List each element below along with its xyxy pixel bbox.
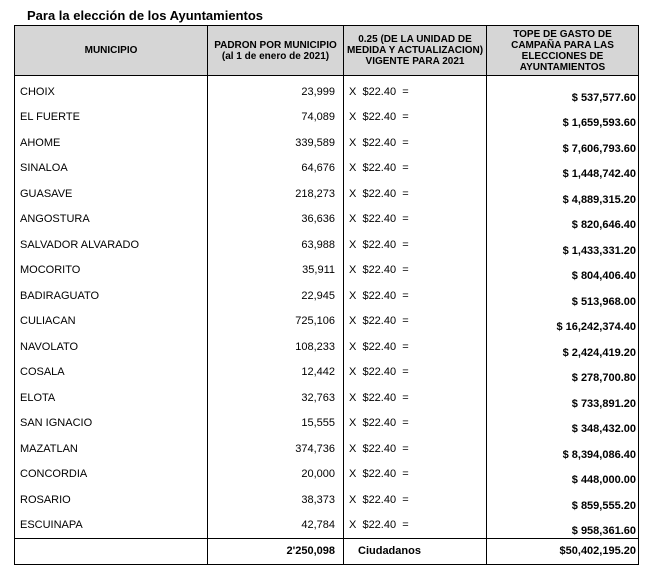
multiplier-cell: X $22.40 = — [344, 283, 487, 309]
table-row — [15, 385, 639, 411]
multiplier-cell: X $22.40 = — [344, 487, 487, 513]
padron-cell: 74,089 — [208, 105, 344, 131]
table-row — [15, 181, 639, 207]
table-row — [15, 105, 639, 131]
total-row — [15, 539, 639, 565]
padron-cell: 32,763 — [208, 385, 344, 411]
table-row — [15, 436, 639, 462]
table-row — [15, 411, 639, 437]
tope-cell: $ 2,424,419.20 — [487, 334, 639, 360]
table-row — [15, 360, 639, 386]
tope-cell: $ 733,891.20 — [487, 385, 639, 411]
tope-cell: $ 1,433,331.20 — [487, 232, 639, 258]
total-tope: $50,402,195.20 — [487, 539, 639, 565]
municipio-cell: SINALOA — [15, 156, 208, 182]
header-padron: PADRON POR MUNICIPIO (al 1 de enero de 2021) — [208, 26, 344, 76]
table-row — [15, 283, 639, 309]
municipio-cell: NAVOLATO — [15, 334, 208, 360]
tope-cell: $ 4,889,315.20 — [487, 181, 639, 207]
header-tope: TOPE DE GASTO DE CAMPAÑA PARA LAS ELECCIONES DE AYUNTAMIENTOS — [487, 26, 639, 76]
municipio-cell: GUASAVE — [15, 181, 208, 207]
multiplier-cell: X $22.40 = — [344, 385, 487, 411]
tope-cell: $ 859,555.20 — [487, 487, 639, 513]
multiplier-cell: X $22.40 = — [344, 232, 487, 258]
padron-cell: 42,784 — [208, 513, 344, 539]
total-empty-cell — [15, 539, 208, 565]
tope-cell: $ 804,406.40 — [487, 258, 639, 284]
total-padron: 2'250,098 — [208, 539, 344, 565]
padron-cell: 20,000 — [208, 462, 344, 488]
tope-cell: $ 1,659,593.60 — [487, 105, 639, 131]
padron-cell: 64,676 — [208, 156, 344, 182]
tope-cell: $ 448,000.00 — [487, 462, 639, 488]
municipio-cell: EL FUERTE — [15, 105, 208, 131]
multiplier-cell: X $22.40 = — [344, 105, 487, 131]
header-unidad: 0.25 (DE LA UNIDAD DE MEDIDA Y ACTUALIZACION) VIGENTE PARA 2021 — [344, 26, 487, 76]
tope-cell: $ 513,968.00 — [487, 283, 639, 309]
tope-cell: $ 7,606,793.60 — [487, 130, 639, 156]
municipio-cell: COSALA — [15, 360, 208, 386]
campaign-spending-table — [14, 25, 639, 565]
padron-cell: 36,636 — [208, 207, 344, 233]
padron-cell: 218,273 — [208, 181, 344, 207]
tope-cell: $ 278,700.80 — [487, 360, 639, 386]
table-row — [15, 207, 639, 233]
multiplier-cell: X $22.40 = — [344, 156, 487, 182]
municipio-cell: ROSARIO — [15, 487, 208, 513]
multiplier-cell: X $22.40 = — [344, 207, 487, 233]
tope-cell: $ 537,577.60 — [487, 79, 639, 105]
table-row — [15, 130, 639, 156]
table-row — [15, 462, 639, 488]
padron-cell: 339,589 — [208, 130, 344, 156]
padron-cell: 15,555 — [208, 411, 344, 437]
multiplier-cell: X $22.40 = — [344, 411, 487, 437]
page-title: Para la elección de los Ayuntamientos — [27, 8, 264, 23]
tope-cell: $ 820,646.40 — [487, 207, 639, 233]
multiplier-cell: X $22.40 = — [344, 309, 487, 335]
municipio-cell: CONCORDIA — [15, 462, 208, 488]
table-row — [15, 487, 639, 513]
tope-cell: $ 958,361.60 — [487, 513, 639, 539]
padron-cell: 374,736 — [208, 436, 344, 462]
padron-cell: 725,106 — [208, 309, 344, 335]
table-row — [15, 232, 639, 258]
table-row — [15, 309, 639, 335]
tope-cell: $ 348,432.00 — [487, 411, 639, 437]
municipio-cell: ELOTA — [15, 385, 208, 411]
municipio-cell: SAN IGNACIO — [15, 411, 208, 437]
padron-cell: 35,911 — [208, 258, 344, 284]
municipio-cell: MAZATLAN — [15, 436, 208, 462]
table-header-row — [15, 26, 639, 76]
total-label: Ciudadanos — [344, 539, 487, 565]
multiplier-cell: X $22.40 = — [344, 462, 487, 488]
municipio-cell: SALVADOR ALVARADO — [15, 232, 208, 258]
tope-cell: $ 1,448,742.40 — [487, 156, 639, 182]
tope-cell: $ 16,242,374.40 — [487, 309, 639, 335]
tope-cell: $ 8,394,086.40 — [487, 436, 639, 462]
padron-cell: 23,999 — [208, 79, 344, 105]
multiplier-cell: X $22.40 = — [344, 513, 487, 539]
multiplier-cell: X $22.40 = — [344, 360, 487, 386]
table-row — [15, 334, 639, 360]
multiplier-cell: X $22.40 = — [344, 130, 487, 156]
multiplier-cell: X $22.40 = — [344, 258, 487, 284]
municipio-cell: MOCORITO — [15, 258, 208, 284]
multiplier-cell: X $22.40 = — [344, 79, 487, 105]
multiplier-cell: X $22.40 = — [344, 181, 487, 207]
municipio-cell: BADIRAGUATO — [15, 283, 208, 309]
municipio-cell: ANGOSTURA — [15, 207, 208, 233]
padron-cell: 108,233 — [208, 334, 344, 360]
padron-cell: 63,988 — [208, 232, 344, 258]
multiplier-cell: X $22.40 = — [344, 334, 487, 360]
padron-cell: 12,442 — [208, 360, 344, 386]
municipio-cell: AHOME — [15, 130, 208, 156]
table-row — [15, 156, 639, 182]
municipio-cell: CULIACAN — [15, 309, 208, 335]
municipio-cell: ESCUINAPA — [15, 513, 208, 539]
padron-cell: 38,373 — [208, 487, 344, 513]
table-row — [15, 258, 639, 284]
table-row — [15, 513, 639, 539]
padron-cell: 22,945 — [208, 283, 344, 309]
multiplier-cell: X $22.40 = — [344, 436, 487, 462]
table-row — [15, 79, 639, 105]
municipio-cell: CHOIX — [15, 79, 208, 105]
header-municipio: MUNICIPIO — [15, 26, 208, 76]
